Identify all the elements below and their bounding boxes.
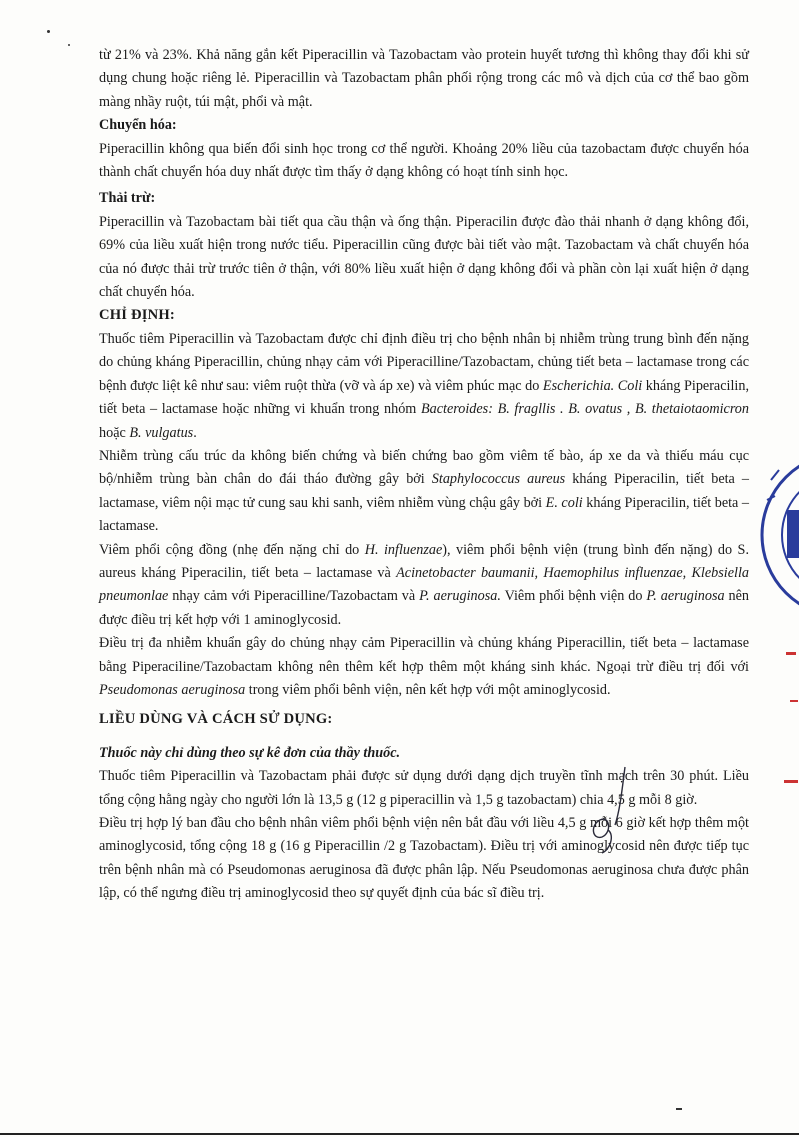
red-margin-mark [790, 700, 798, 702]
red-margin-mark [786, 652, 796, 655]
handwritten-signature-mark [570, 765, 640, 860]
pharmacokinetics-distribution-text: từ 21% và 23%. Khả năng gắn kết Piperacillin và Tazobactam vào protein huyết tương thì không thay đổi khi sử dụng chung hoặc riêng lẻ. Piperacillin và Tazobactam phân phối rộng trong các mô và dịch của cơ thể bao gồm màng nhầy ruột, túi mật, phổi và mật. [99, 47, 749, 110]
document-body [99, 44, 749, 906]
dosage-heading: LIỀU DÙNG VÀ CÁCH SỬ DỤNG: [99, 711, 333, 728]
scan-speck [676, 1108, 682, 1110]
red-margin-mark [784, 780, 798, 783]
dosage-paragraph-1: Thuốc tiêm Piperacillin và Tazobactam phải được sử dụng dưới dạng dịch truyền tĩnh mạch trên 30 phút. Liều tổng cộng hằng ngày cho người lớn là 13,5 g (12 g piperacillin và 1,5 g tazobactam) chia 4,5 g mỗi 8 giờ. [99, 768, 749, 808]
indications-paragraph-4: Điều trị đa nhiễm khuẩn gây do chủng nhạy cảm Piperacillin và chủng kháng Piperacillin, tiết beta – lactamase bằng Piperaciline/Tazobactam không nên thêm kết hợp thêm một kháng sinh khác. Ngoại trừ điều trị đối với Pseudomonas aeruginosa trong viêm phổi bênh viện, nên kết hợp với một aminoglycosid. [99, 635, 749, 698]
indications-paragraph-2: Nhiễm trùng cấu trúc da không biến chứng và biến chứng bao gồm viêm tế bào, áp xe da và thiếu máu cục bộ/nhiễm trùng bàn chân do đái tháo đường gây bởi Staphylococcus aureus kháng Piperacilin, tiết beta – lactamase, viêm nội mạc tử cung sau khi sanh, viêm nhiễm vùng chậu gây bởi E. coli kháng Piperacilin, tiết beta – lactamase. [99, 447, 750, 535]
circular-stamp-partial [749, 440, 799, 630]
indications-heading: CHỈ ĐỊNH: [99, 307, 175, 324]
excretion-heading: Thải trừ: [99, 190, 156, 207]
prescription-warning: Thuốc này chỉ dùng theo sự kê đơn của thầy thuốc. [99, 744, 401, 761]
indications-paragraph-3: Viêm phổi cộng đồng (nhẹ đến nặng chỉ do H. influenzae), viêm phổi bệnh viện (trung bình đến nặng) do S. aureus kháng Piperacilin, tiết beta – lactamase và Acinetobacter baumanii, Haemophilus influenzae, Klebsiella pneumonlae nhạy cảm với Piperacilline/Tazobactam và P. aeruginosa. Viêm phổi bệnh viện do P. aeruginosa nên được điều trị kết hợp với 1 aminoglycosid. [99, 541, 750, 628]
scan-speck [47, 30, 50, 33]
indications-paragraph-1: Thuốc tiêm Piperacillin và Tazobactam được chỉ định điều trị cho bệnh nhân bị nhiễm trùng trung bình đến nặng do chủng kháng Piperacillin, chủng nhạy cảm với Piperacilline/Tazobactam, chủng tiết beta – lactamase trong các bệnh được liệt kê như sau: viêm ruột thừa (vỡ và áp xe) và viêm phúc mạc do Escherichia. Coli kháng Piperacilin, tiết beta – lactamase hoặc những vi khuẩn trong nhóm Bacteroides: B. fragllis . B. ovatus , B. thetaiotaomicron hoặc B. vulgatus. [99, 330, 749, 441]
metabolism-heading: Chuyển hóa: [99, 117, 177, 134]
scan-bottom-edge [0, 1133, 799, 1135]
scan-speck [68, 44, 70, 46]
excretion-text: Piperacillin và Tazobactam bài tiết qua cầu thận và ống thận. Piperacilin được đào thải nhanh ở dạng không đổi, 69% của liều xuất hiện trong nước tiểu. Piperacillin cũng được bài tiết vào mật. Tazobactam và chất chuyển hóa của nó được thải trừ trước tiên ở thận, với 80% liều xuất hiện ở dạng không đổi và phần còn lại xuất hiện ở dạng chất chuyển hóa. [99, 213, 749, 301]
metabolism-text: Piperacillin không qua biến đổi sinh học trong cơ thể người. Khoảng 20% liều của tazobactam được chuyển hóa thành chất chuyển hóa duy nhất được tìm thấy ở dạng không có hoạt tính sinh học. [99, 140, 749, 181]
dosage-paragraph-2: Điều trị hợp lý ban đầu cho bệnh nhân viêm phổi bệnh viện nên bắt đầu với liều 4,5 g mỗi 6 giờ kết hợp thêm một aminoglycosid, tổng cộng 18 g (16 g Piperacillin /2 g Tazobactam). Điều trị với aminoglycosid nên được tiếp tục trên bệnh nhân mà có Pseudomonas aeruginosa đã được phân lập. Nếu Pseudomonas aeruginosa chưa được phân lập, có thể ngưng điều trị aminoglycosid theo sự quyết định của bác sĩ điều trị. [99, 815, 749, 902]
